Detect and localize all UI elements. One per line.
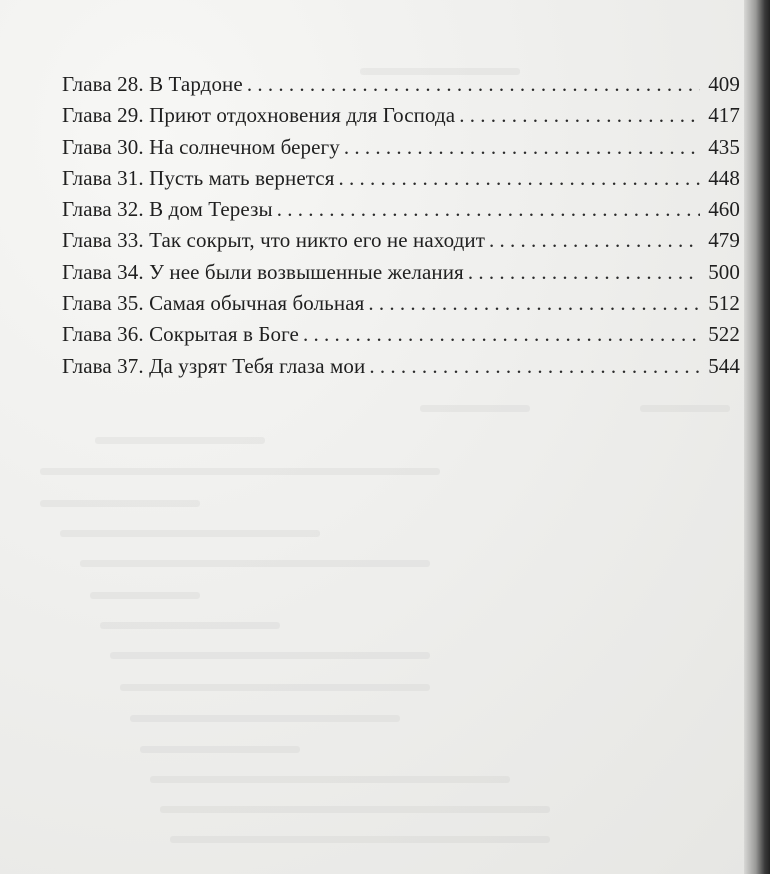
toc-row — [62, 135, 740, 166]
toc-row — [62, 197, 740, 228]
toc-row — [62, 72, 740, 103]
dot-leader — [369, 354, 700, 379]
toc-entry-page: 435 — [708, 134, 740, 159]
toc-entry-title: Глава 28. В Тардоне — [62, 72, 243, 96]
dot-leader — [344, 135, 700, 160]
dot-leader — [338, 166, 700, 191]
dot-leader — [468, 260, 700, 285]
toc-entry-page: 417 — [708, 103, 740, 128]
toc-row — [62, 260, 740, 291]
toc-entry-title: Глава 34. У нее были возвышенные желания — [62, 259, 464, 284]
toc-row — [62, 291, 740, 322]
dot-leader — [247, 72, 700, 97]
toc-entry-title: Глава 37. Да узрят Тебя глаза мои — [62, 353, 366, 378]
dot-leader — [489, 228, 700, 253]
toc-entry-title: Глава 32. В дом Терезы — [62, 197, 273, 222]
toc-entry-title: Глава 36. Сокрытая в Боге — [62, 322, 299, 347]
toc-entry-page: 409 — [708, 72, 740, 96]
toc-entry-title: Глава 29. Приют отдохновения для Господа — [62, 103, 456, 128]
table-of-contents — [62, 72, 740, 385]
dot-leader — [277, 197, 700, 222]
toc-row — [62, 228, 740, 259]
toc-entry-page: 544 — [708, 353, 740, 378]
binding-edge — [744, 0, 770, 874]
toc-entry-title: Глава 33. Так сокрыт, что никто его не находит — [62, 228, 485, 253]
toc-entry-title: Глава 31. Пусть мать вернется — [62, 165, 335, 190]
toc-entry-page: 522 — [708, 322, 740, 347]
dot-leader — [303, 322, 700, 347]
toc-entry-page: 460 — [708, 197, 740, 222]
toc-entry-title: Глава 35. Самая обычная больная — [62, 291, 365, 316]
dot-leader — [368, 291, 700, 316]
toc-entry-page: 500 — [708, 259, 740, 284]
toc-row — [62, 103, 740, 134]
toc-row — [62, 322, 740, 353]
dot-leader — [459, 103, 700, 128]
toc-entry-page: 479 — [708, 228, 740, 253]
toc-entry-page: 448 — [708, 165, 740, 190]
toc-entry-title: Глава 30. На солнечном берегу — [62, 134, 340, 159]
toc-entry-page: 512 — [708, 291, 740, 316]
toc-row — [62, 354, 740, 385]
toc-row — [62, 166, 740, 197]
